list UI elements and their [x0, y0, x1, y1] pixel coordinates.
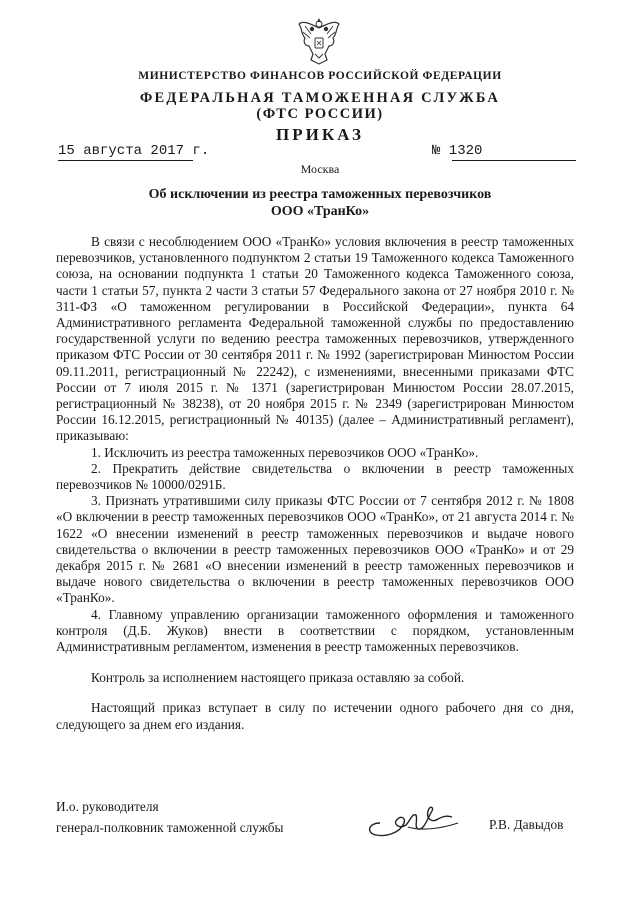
- document-body: [56, 234, 574, 733]
- preamble-paragraph: В связи с несоблюдением ООО «ТранКо» условия включения в реестр таможенных перевозчиков, установленного подпунктом 2 статьи 19 Таможенного кодекса Таможенного союза, на основании подпункта 1 статьи 20 Таможенного кодекса Таможенного союза, части 1 статьи 57, пункта 2 части 3 статьи 57 Федерального закона от 27 ноября 2010 г. № 311-ФЗ «О таможенном регулировании в Российской Федерации», пункта 64 Административного регламента Федеральной таможенной службы по предоставлению государственной услуги по ведению реестра таможенных перевозчиков, утвержденного приказом ФТС России от 30 сентября 2011 г. № 1992 (зарегистрирован Минюстом России 09.11.2011, регистрационный № 22242), с изменениями, внесенными приказами ФТС России от 7 июля 2015 г. № 1371 (зарегистрирован Минюстом России 28.07.2015, регистрационный № 38238), от 20 ноября 2015 г. № 2349 (зарегистрирован Минюстом России 16.12.2015, регистрационный № 40135) (далее – Административный регламент), приказываю:: [56, 234, 574, 444]
- handwritten-signature-icon: [360, 793, 478, 843]
- title-line-2: ООО «ТранКо»: [270, 204, 370, 219]
- service-abbreviation: (ФТС РОССИИ): [256, 106, 384, 122]
- signatory-name: Р.В. Давыдов: [489, 817, 564, 832]
- number-underline: [452, 160, 576, 161]
- document-date: 15 августа 2017 г.: [58, 143, 210, 159]
- document-city: Москва: [300, 162, 340, 176]
- signatory-position-line-2: генерал-полковник таможенной службы: [56, 820, 284, 835]
- signatory-position-line-1: И.о. руководителя: [56, 799, 159, 814]
- order-item-3: 3. Признать утратившими силу приказы ФТС России от 7 сентября 2012 г. № 1808 «О включении в реестр таможенных перевозчиков ООО «ТранКо», от 21 августа 2014 г. № 1622 «О внесении изменений в реестр таможенных перевозчиков и выдаче нового свидетельства о включении в реестр таможенных перевозчиков ООО «ТранКо» и от 29 декабря 2015 г. № 2681 «О внесении изменений в реестр таможенных перевозчиков и выдаче нового свидетельства о включении в реестр таможенных перевозчиков ООО «ТранКо».: [56, 493, 574, 606]
- date-underline: [58, 160, 193, 161]
- order-item-1: 1. Исключить из реестра таможенных перевозчиков ООО «ТранКо».: [91, 444, 479, 460]
- coat-of-arms-icon: [297, 14, 341, 66]
- document-type: ПРИКАЗ: [276, 125, 364, 144]
- effective-paragraph: Настоящий приказ вступает в силу по истечении одного рабочего дня со дня, следующего за днем его издания.: [56, 700, 574, 732]
- document-number: № 1320: [432, 143, 483, 159]
- order-item-4: 4. Главному управлению организации таможенного оформления и таможенного контроля (Д.Б. Жуков) внести в соответствии с порядком, установленным Административным регламентом, изменения в реестр таможенных перевозчиков.: [56, 606, 574, 655]
- signatory-position: [56, 796, 283, 838]
- document-title: [0, 186, 640, 220]
- title-line-1: Об исключении из реестра таможенных перевозчиков: [148, 187, 492, 202]
- control-paragraph: Контроль за исполнением настоящего приказа оставляю за собой.: [91, 670, 465, 686]
- service-name: ФЕДЕРАЛЬНАЯ ТАМОЖЕННАЯ СЛУЖБА: [139, 90, 501, 106]
- order-item-2: 2. Прекратить действие свидетельства о включении в реестр таможенных перевозчиков № 10000/0291Б.: [56, 460, 574, 493]
- ministry-name: МИНИСТЕРСТВО ФИНАНСОВ РОССИЙСКОЙ ФЕДЕРАЦИИ: [138, 70, 502, 82]
